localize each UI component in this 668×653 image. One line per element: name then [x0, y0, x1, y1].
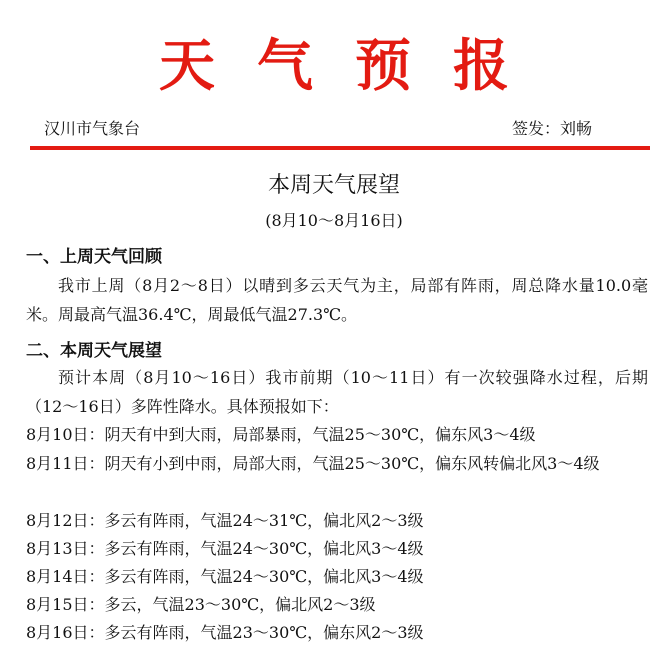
forecast-line: 8月16日：多云有阵雨，气温23～30℃，偏东风2～3级: [26, 623, 424, 642]
forecast-line: 8月15日：多云，气温23～30℃，偏北风2～3级: [26, 595, 376, 614]
section-heading-outlook: 二、本周天气展望: [26, 341, 162, 361]
forecast-line: 8月14日：多云有阵雨，气温24～30℃，偏北风3～4级: [26, 567, 424, 586]
review-paragraph: 我市上周（8月2～8日）以晴到多云天气为主，局部有阵雨，周总降水量10.0毫米。周最高气温36.4℃，周最低气温27.3℃。: [26, 276, 648, 324]
forecast-line: 8月11日：阴天有小到中雨，局部大雨，气温25～30℃，偏东风转偏北风3～4级: [26, 454, 600, 473]
forecast-line: 8月12日：多云有阵雨，气温24～31℃，偏北风2～3级: [26, 511, 424, 530]
signer: 签发：刘畅: [512, 119, 593, 138]
section-heading-review: 一、上周天气回顾: [26, 247, 162, 267]
page-title: 本周天气展望: [267, 173, 400, 198]
red-divider: [30, 146, 650, 150]
issuing-organization: 汉川市气象台: [44, 119, 141, 138]
outlook-paragraph: 预计本周（8月10～16日）我市前期（10～11日）有一次较强降水过程，后期（12～16日）多阵性降水。具体预报如下：: [26, 368, 648, 416]
forecast-line: 8月13日：多云有阵雨，气温24～30℃，偏北风3～4级: [26, 539, 424, 558]
forecast-line: 8月10日：阴天有中到大雨，局部暴雨，气温25～30℃，偏东风3～4级: [26, 425, 536, 444]
masthead-title: 天气预报: [159, 33, 551, 99]
date-range: (8月10～8月16日): [265, 211, 403, 230]
